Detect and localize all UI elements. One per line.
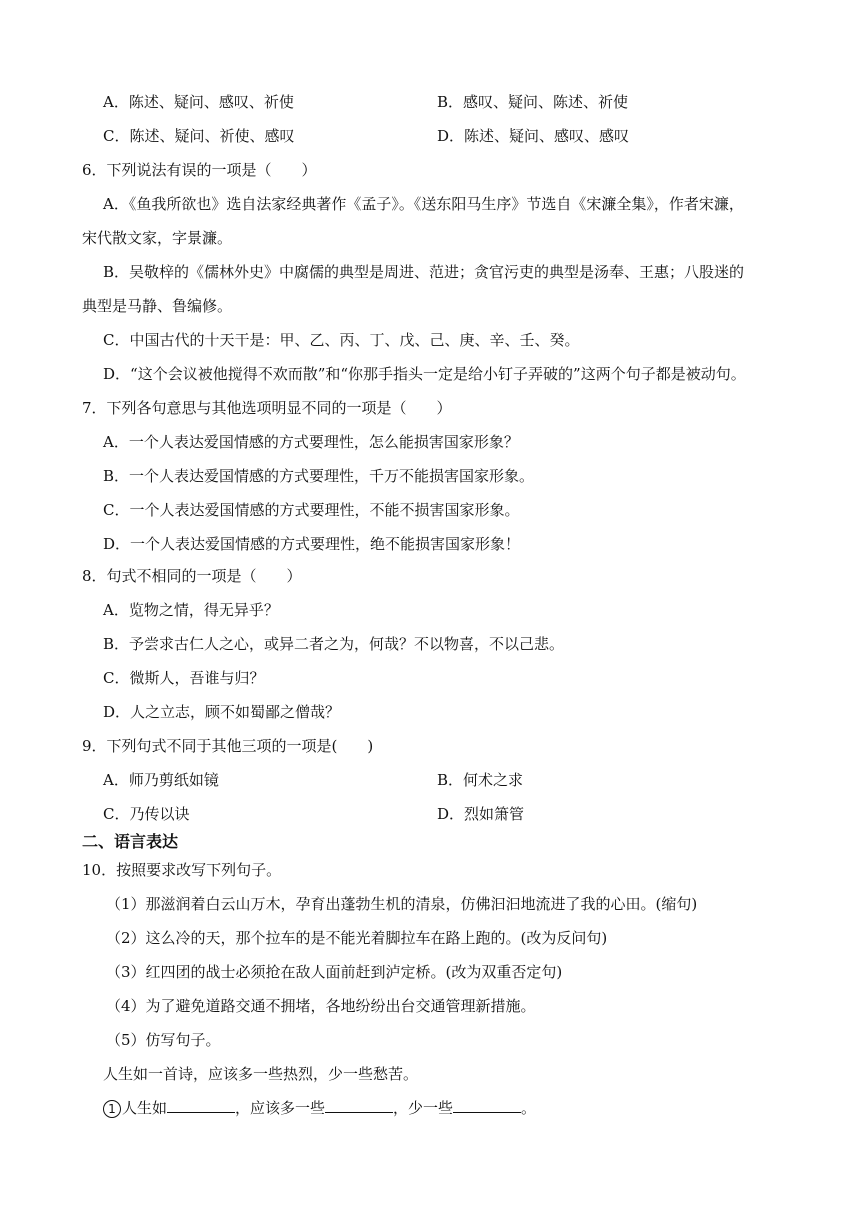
q6-option-a-line1: A．《鱼我所欲也》选自法家经典著作《孟子》。《送东阳马生序》节选自《宋濂全集》，作者宋濂， <box>103 195 744 213</box>
q6-option-c: C．中国古代的十天干是：甲、乙、丙、丁、戊、己、庚、辛、壬、癸。 <box>103 331 580 349</box>
q5-option-c: C．陈述、疑问、祈使、感叹 <box>103 127 295 145</box>
q8-option-c: C．微斯人，吾谁与归？ <box>103 669 265 687</box>
q7-option-b: B．一个人表达爱国情感的方式要理性，千万不能损害国家形象。 <box>103 467 535 485</box>
circled-number: 1 <box>103 1100 121 1118</box>
q10-sub-4: （4）为了避免道路交通不拥堵，各地纷纷出台交通管理新措施。 <box>106 997 536 1015</box>
q7-stem: 7．下列各句意思与其他选项明显不同的一项是（ ） <box>82 399 452 417</box>
q8-stem: 8．句式不相同的一项是（ ） <box>82 567 302 585</box>
q10-stem: 10．按照要求改写下列句子。 <box>82 861 282 879</box>
q7-option-c: C．一个人表达爱国情感的方式要理性，不能不损害国家形象。 <box>103 501 520 519</box>
q9-option-d: D．烈如箫管 <box>437 805 525 823</box>
q8-option-b: B．予尝求古仁人之心，或异二者之为，何哉？不以物喜，不以己悲。 <box>103 635 565 653</box>
q6-option-b-line2: 典型是马静、鲁编修。 <box>82 297 233 315</box>
fill-text-4: 。 <box>521 1099 537 1117</box>
answer-blank-1[interactable] <box>167 1098 235 1113</box>
q7-option-a: A．一个人表达爱国情感的方式要理性，怎么能损害国家形象？ <box>103 433 519 451</box>
q8-option-a: A．览物之情，得无异乎？ <box>103 601 279 619</box>
q10-sub-5: （5）仿写句子。 <box>106 1031 221 1049</box>
section-heading: 二、语言表达 <box>82 832 179 851</box>
fill-text-3: ，少一些 <box>393 1099 454 1117</box>
q10-sub-2: （2）这么冷的天，那个拉车的是不能光着脚拉车在路上跑的。(改为反问句) <box>106 929 608 947</box>
q8-option-d: D．人之立志，顾不如蜀鄙之僧哉？ <box>103 703 341 721</box>
answer-blank-2[interactable] <box>325 1098 393 1113</box>
q9-stem: 9．下列句式不同于其他三项的一项是( ) <box>82 737 374 755</box>
q10-sub-1: （1）那滋润着白云山万木，孕育出蓬勃生机的清泉，仿佛汩汩地流进了我的心田。(缩句) <box>106 895 698 913</box>
q9-option-a: A．师乃剪纸如镜 <box>103 771 219 789</box>
answer-blank-3[interactable] <box>453 1098 521 1113</box>
q5-option-b: B．感叹、疑问、陈述、祈使 <box>437 93 629 111</box>
q5-option-a: A．陈述、疑问、感叹、祈使 <box>103 93 294 111</box>
q5-option-d: D．陈述、疑问、感叹、感叹 <box>437 127 630 145</box>
q6-option-d: D．“这个会议被他搅得不欢而散”和“你那手指头一定是给小钉子弄破的”这两个句子都是被动句。 <box>103 365 746 383</box>
fill-text-2: ，应该多一些 <box>235 1099 326 1117</box>
q9-option-b: B．何术之求 <box>437 771 524 789</box>
fill-text-1: 人生如 <box>122 1099 168 1117</box>
q6-option-b-line1: B．吴敬梓的《儒林外史》中腐儒的典型是周进、范进；贪官污吏的典型是汤奉、王惠；八股迷的 <box>103 263 745 281</box>
q6-stem: 6．下列说法有误的一项是（ ） <box>82 161 317 179</box>
q10-fill-line <box>103 1098 536 1118</box>
q6-option-a-line2: 宋代散文家，字景濂。 <box>82 229 233 247</box>
q7-option-d: D．一个人表达爱国情感的方式要理性，绝不能损害国家形象！ <box>103 535 521 553</box>
q9-option-c: C．乃传以诀 <box>103 805 190 823</box>
q10-sub-3: （3）红四团的战士必须抢在敌人面前赶到泸定桥。(改为双重否定句) <box>106 963 563 981</box>
q10-example-sentence: 人生如一首诗，应该多一些热烈，少一些愁苦。 <box>103 1065 419 1083</box>
